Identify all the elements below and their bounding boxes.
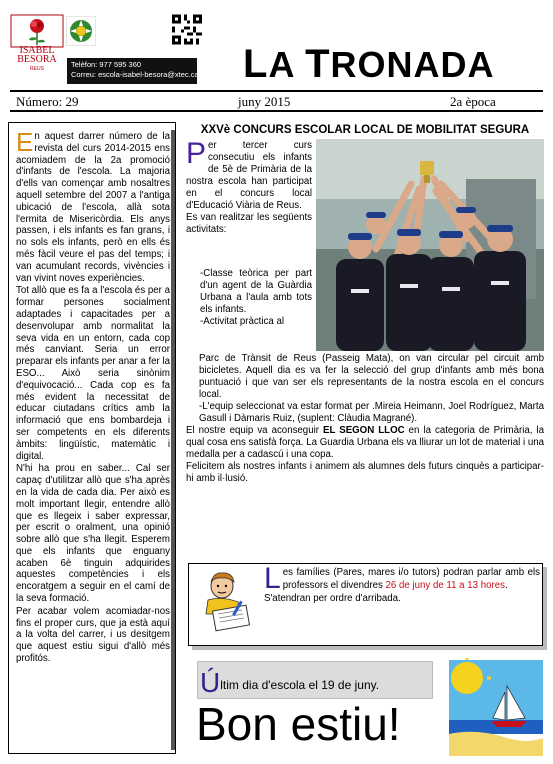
masthead-title bbox=[243, 44, 495, 85]
activity-item-3: -L'equip seleccionat va estar format per .Mireia Heimann, Joel Rodríguez, Marta Gasull i Dàmaris Ruiz, (suplent: Clàudia Magrané). bbox=[199, 401, 544, 424]
article-closing: Felicitem als nostres infants i animem als alumnes dels futurs cinquès a participar-hi amb il·lusió. bbox=[186, 461, 544, 484]
logo-city: REUS bbox=[30, 66, 44, 72]
article-dropcap: P bbox=[186, 137, 207, 170]
result-highlight: EL SEGON LLOC bbox=[323, 425, 405, 436]
editorial-text bbox=[16, 127, 171, 665]
masthead-word-1: A bbox=[268, 44, 306, 85]
editorial-paragraph-2: Tot allò que es fa a l'escola és per a formar persones socialment adaptades i capacitades per a desenvolupar amb normalitat la seva vida en un entorn, cada cop més canviant. Seria un error preparar els infants per anar a fer la ESO... Això seria sinònim d'equivocació... Cada cop es fa més evident la necessitat de educar ciutadans crítics amb la informació que ens bombardeja i ser competents en els diferents àmbits: lingüístic, matemàtic i digital. bbox=[16, 285, 171, 462]
editorial-paragraph-4: Per acabar volem acomiadar-nos fins el proper curs, que ja està aquí a la volta del carrer, i us desitgem que aquest estiu sigui d'allò més profitós. bbox=[16, 605, 170, 665]
sailboat-sun-icon bbox=[447, 658, 545, 758]
article-title: XXVè CONCURS ESCOLAR LOCAL DE MOBILITAT SEGURA bbox=[200, 124, 530, 136]
editorial-paragraph-3: N'hi ha prou en saber... Cal ser capaç d'utilitzar allò que s'ha après en la vida de cada dia. Per això es molt important llegir, entendre allò que es llegeix i saber expressar, per escrit o oralment, una opinió sobre allò que s'ha llegit. Esperem que els infants que enguany acaben 6è tinguin adquirides aquestes competències i els encoratgem a seguir en el camí de la seva formació. bbox=[16, 463, 170, 605]
issue-number: Número: 29 bbox=[16, 94, 79, 109]
rose-icon bbox=[10, 14, 64, 48]
team-photo bbox=[316, 139, 544, 351]
families-note: S'atendran per ordre d'arribada. bbox=[264, 593, 401, 604]
families-dropcap: L bbox=[264, 562, 281, 595]
activity-item-2-start: -Activitat pràctica al bbox=[200, 316, 284, 327]
contact-box bbox=[67, 58, 201, 84]
qr-code-icon bbox=[172, 14, 202, 48]
editorial-paragraph-1: En aquest darrer número de la revista del curs 2014-2015 ens acomiadem de la 2a promoció d'infants de l'escola. La majoria d'ells van començar amb nosaltres aquell setembre del 2007 a l'antiga ubicació de l'escola, allà sota l'ermita de Misericòrdia. Els anys passen, i els infants es fan grans, i no sols els infants, però en ells és més fàcil veure el pas del temps; i van acumulant records, vivències i van vivint noves experiències. bbox=[16, 127, 170, 284]
contact-email: Correu: escola-isabel-besora@xtec.cat bbox=[71, 70, 201, 79]
editorial-dropcap: E bbox=[16, 127, 34, 157]
families-notice: Les famílies (Pares, mares i/o tutors) podran parlar amb els professors el divendres 26 de juny de 11 a 13 hores. S'atendran per ordre d'arribada. bbox=[264, 562, 540, 604]
student-writing-clipart bbox=[200, 570, 258, 632]
article-activities-intro: Es van realitzar les següents activitats: bbox=[186, 212, 312, 235]
editorial-column bbox=[8, 122, 176, 754]
masthead-word-2: RONADA bbox=[330, 44, 495, 85]
article-result: El nostre equip va aconseguir EL SEGON LLOC en la categoria de Primària, la qual cosa ens satisfà força. La Guardia Urbana els va lliurar un lot de material i una medalla per a cadascú i una copa. bbox=[186, 425, 544, 460]
activity-item-2-rest: Parc de Trànsit de Reus (Passeig Mata), on van circular pel circuit amb bicicletes. Aquell dia es va fer la selecció del grup d'infants amb més bona puntuació i que van ser els representants de la nostra escola en el concurs local. bbox=[199, 353, 544, 400]
last-day-dropcap: Ú bbox=[200, 667, 221, 698]
issue-era: 2a època bbox=[450, 94, 496, 109]
masthead-initial-2: T bbox=[305, 42, 331, 86]
meeting-date: 26 de juny de 11 a 13 hores bbox=[385, 580, 505, 591]
article-intro-text: er tercer curs consecutiu els infants de 5è de Primària de la nostra escola han participat en el concurs local d'Educació Viària de Reus. bbox=[186, 140, 312, 211]
contact-phone: Telèfon: 977 595 360 bbox=[71, 60, 142, 69]
masthead-initial-1: L bbox=[243, 42, 269, 86]
activity-item-1: -Classe teòrica per part d'un agent de la Guàrdia Urbana a l'aula amb tots els infants. bbox=[200, 268, 312, 315]
farewell-heading: Bon estiu! bbox=[196, 698, 401, 750]
issue-date: juny 2015 bbox=[238, 94, 291, 109]
logo-name: ISABEL BESORA bbox=[17, 45, 57, 65]
issue-bar bbox=[10, 90, 543, 112]
last-day-text: Últim dia d'escola el 19 de juny. bbox=[200, 667, 380, 698]
article-body bbox=[186, 353, 544, 485]
article-intro bbox=[186, 137, 312, 236]
article-activity-list bbox=[200, 268, 312, 328]
eco-school-logo bbox=[66, 16, 96, 46]
